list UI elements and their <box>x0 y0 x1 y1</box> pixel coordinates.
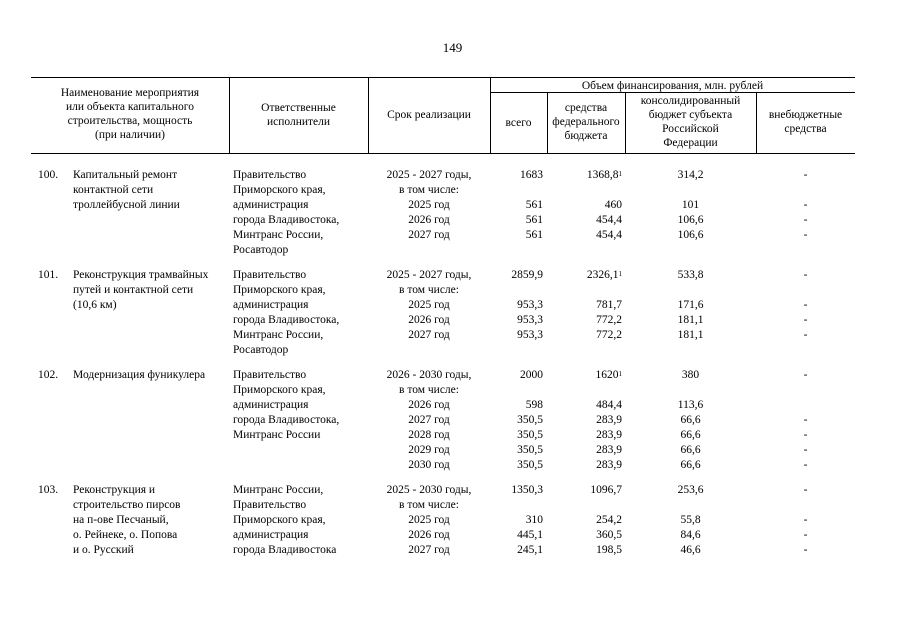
header-regional-line: Российской <box>662 123 719 135</box>
cell-responsible <box>233 198 368 213</box>
cell-responsible-text: Приморского края, <box>233 384 326 396</box>
header-federal-line: средства <box>564 102 608 114</box>
cell-responsible <box>233 213 368 228</box>
cell-responsible-text: администрация <box>233 399 309 411</box>
cell-extra <box>756 543 855 558</box>
cell-responsible <box>233 313 368 328</box>
cell-period-text: 2027 год <box>408 544 450 556</box>
cell-name <box>73 543 229 558</box>
cell-extra <box>756 513 855 528</box>
cell-name <box>73 483 229 498</box>
header-top-rule <box>31 77 855 78</box>
cell-extra-text: - <box>803 429 808 441</box>
cell-name-text: Реконструкция и <box>73 484 156 496</box>
cell-name <box>73 513 229 528</box>
cell-regional-text: 113,6 <box>677 399 704 411</box>
cell-name-text: контактной сети <box>73 184 154 196</box>
cell-total <box>490 458 543 473</box>
header-period <box>368 108 490 122</box>
cell-period-text: 2025 год <box>408 514 450 526</box>
cell-extra <box>756 313 855 328</box>
cell-federal <box>552 198 622 213</box>
header-federal-line: федерального <box>552 116 620 128</box>
cell-regional-text: 84,6 <box>680 529 701 541</box>
row-number <box>38 368 68 383</box>
cell-extra <box>756 228 855 243</box>
cell-regional <box>625 528 756 543</box>
header-regional-line: консолидированный <box>640 95 741 107</box>
cell-responsible <box>233 228 368 243</box>
cell-federal-text: 283,9 <box>596 459 622 471</box>
cell-period <box>372 368 486 383</box>
header-responsible <box>229 101 368 129</box>
header-federal <box>547 101 625 143</box>
cell-total <box>490 528 543 543</box>
cell-period <box>372 198 486 213</box>
cell-extra <box>756 443 855 458</box>
cell-regional <box>625 513 756 528</box>
row-number <box>38 168 68 183</box>
cell-name <box>73 368 229 383</box>
cell-responsible <box>233 483 368 498</box>
cell-responsible-text: администрация <box>233 199 309 211</box>
cell-regional <box>625 268 756 283</box>
cell-responsible-text: города Владивостока, <box>233 314 340 326</box>
row-number-text: 103. <box>38 484 59 496</box>
header-federal-line: бюджета <box>564 130 608 142</box>
cell-period <box>372 398 486 413</box>
cell-total <box>490 428 543 443</box>
cell-extra-text: - <box>803 544 808 556</box>
cell-extra-text: - <box>803 484 808 496</box>
cell-regional-text: 55,8 <box>680 514 701 526</box>
cell-period <box>372 183 486 198</box>
cell-federal-text: 198,5 <box>596 544 622 556</box>
cell-total-text: 350,5 <box>517 414 543 426</box>
cell-responsible-text: Росавтодор <box>233 344 289 356</box>
cell-period-text: 2026 год <box>408 314 450 326</box>
cell-extra <box>756 413 855 428</box>
cell-period <box>372 458 486 473</box>
page-number: 149 <box>442 40 463 55</box>
cell-responsible <box>233 383 368 398</box>
cell-regional <box>625 543 756 558</box>
cell-period-text: 2026 год <box>408 529 450 541</box>
cell-name <box>73 283 229 298</box>
cell-name <box>73 268 229 283</box>
header-bottom-rule <box>31 153 855 154</box>
cell-period-text: 2030 год <box>408 459 450 471</box>
cell-regional <box>625 168 756 183</box>
cell-extra <box>756 458 855 473</box>
cell-regional <box>625 228 756 243</box>
cell-period <box>372 543 486 558</box>
cell-responsible <box>233 413 368 428</box>
cell-federal <box>552 513 622 528</box>
cell-total <box>490 443 543 458</box>
cell-regional <box>625 213 756 228</box>
cell-period-text: 2027 год <box>408 414 450 426</box>
cell-responsible <box>233 368 368 383</box>
header-period-line: Срок реализации <box>387 109 471 121</box>
footnote-marker: 1 <box>618 370 622 378</box>
cell-federal-text: 454,4 <box>596 214 622 226</box>
cell-total-text: 2000 <box>520 369 543 381</box>
cell-total-text: 350,5 <box>517 429 543 441</box>
cell-regional <box>625 443 756 458</box>
header-funding-group-line: Объем финансирования, млн. рублей <box>581 80 764 92</box>
cell-federal <box>552 298 622 313</box>
cell-regional <box>625 458 756 473</box>
cell-regional-text: 66,6 <box>680 414 701 426</box>
cell-responsible <box>233 243 368 258</box>
cell-federal-text: 283,9 <box>596 444 622 456</box>
cell-total-text: 1683 <box>520 169 543 181</box>
header-name <box>31 86 229 142</box>
cell-regional-text: 181,1 <box>677 314 704 326</box>
cell-extra <box>756 528 855 543</box>
cell-responsible <box>233 168 368 183</box>
cell-name-text: путей и контактной сети <box>73 284 194 296</box>
cell-total <box>490 298 543 313</box>
cell-period-text: 2028 год <box>408 429 450 441</box>
cell-extra-text: - <box>803 169 808 181</box>
cell-federal <box>552 413 622 428</box>
cell-federal-text: 2326,1 <box>586 269 619 281</box>
header-name-line: или объекта капитального <box>66 101 194 113</box>
cell-period <box>372 383 486 398</box>
header-name-line: (при наличии) <box>95 129 165 141</box>
cell-period <box>372 443 486 458</box>
cell-extra <box>756 483 855 498</box>
cell-name <box>73 298 229 313</box>
cell-period <box>372 298 486 313</box>
cell-responsible-text: Росавтодор <box>233 244 289 256</box>
cell-name <box>73 198 229 213</box>
cell-period <box>372 313 486 328</box>
cell-name <box>73 183 229 198</box>
row-number-text: 100. <box>38 169 59 181</box>
cell-period-text: 2026 год <box>408 399 450 411</box>
cell-regional-text: 181,1 <box>677 329 704 341</box>
cell-responsible-text: Правительство <box>233 499 307 511</box>
cell-federal <box>552 268 622 283</box>
cell-period-text: 2026 год <box>408 214 450 226</box>
header-name-line: Наименование мероприятия <box>60 87 200 99</box>
cell-regional-text: 314,2 <box>677 169 704 181</box>
cell-period-text: 2027 год <box>408 229 450 241</box>
cell-extra <box>756 198 855 213</box>
cell-extra-text: - <box>803 444 808 456</box>
cell-total <box>490 198 543 213</box>
cell-total <box>490 413 543 428</box>
cell-federal-text: 254,2 <box>596 514 622 526</box>
cell-regional <box>625 328 756 343</box>
cell-name <box>73 528 229 543</box>
cell-total-text: 953,3 <box>517 314 543 326</box>
cell-total-text: 1350,3 <box>511 484 543 496</box>
cell-responsible-text: Минтранс России, <box>233 329 324 341</box>
cell-extra <box>756 428 855 443</box>
cell-regional-text: 101 <box>681 199 700 211</box>
cell-regional <box>625 413 756 428</box>
cell-extra-text: - <box>803 299 808 311</box>
cell-name-text: и о. Русский <box>73 544 134 556</box>
cell-responsible-text: администрация <box>233 529 309 541</box>
cell-name-text: строительство пирсов <box>73 499 181 511</box>
cell-period-text: в том числе: <box>399 384 459 396</box>
cell-total-text: 245,1 <box>517 544 543 556</box>
header-extra-line: средства <box>784 123 827 135</box>
cell-responsible-text: Минтранс России <box>233 429 321 441</box>
cell-federal <box>552 228 622 243</box>
cell-period-text: 2026 - 2030 годы, <box>386 369 472 381</box>
cell-period-text: 2025 - 2030 годы, <box>386 484 472 496</box>
cell-name-text: на п-ове Песчаный, <box>73 514 169 526</box>
cell-period <box>372 413 486 428</box>
cell-period <box>372 168 486 183</box>
cell-regional-text: 66,6 <box>680 444 701 456</box>
cell-federal <box>552 213 622 228</box>
cell-total <box>490 543 543 558</box>
header-regional-line: Федерации <box>663 137 718 149</box>
header-regional-line: бюджет субъекта <box>648 109 733 121</box>
cell-total <box>490 513 543 528</box>
cell-extra-text: - <box>803 214 808 226</box>
cell-period <box>372 268 486 283</box>
cell-period <box>372 213 486 228</box>
cell-total-text: 561 <box>525 229 543 241</box>
cell-federal <box>552 443 622 458</box>
footnote-marker: 1 <box>618 170 622 178</box>
cell-period-text: 2025 - 2027 годы, <box>386 269 472 281</box>
cell-total <box>490 328 543 343</box>
header-extra <box>756 108 855 136</box>
cell-extra <box>756 328 855 343</box>
cell-federal <box>552 483 622 498</box>
cell-extra-text: - <box>803 329 808 341</box>
row-number-text: 101. <box>38 269 59 281</box>
cell-regional-text: 171,6 <box>677 299 704 311</box>
cell-regional-text: 380 <box>681 369 700 381</box>
cell-regional <box>625 368 756 383</box>
cell-responsible-text: Минтранс России, <box>233 229 324 241</box>
cell-extra-text: - <box>803 269 808 281</box>
cell-period-text: 2025 год <box>408 199 450 211</box>
cell-name-text: троллейбусной линии <box>73 199 180 211</box>
cell-extra-text: - <box>803 229 808 241</box>
cell-extra-text: - <box>803 369 808 381</box>
cell-name-text: о. Рейнеке, о. Попова <box>73 529 178 541</box>
cell-responsible <box>233 428 368 443</box>
cell-extra-text: - <box>803 314 808 326</box>
cell-period <box>372 328 486 343</box>
cell-responsible <box>233 398 368 413</box>
cell-total <box>490 228 543 243</box>
header-responsible-line: Ответственные <box>261 102 336 114</box>
cell-total-text: 310 <box>525 514 543 526</box>
cell-regional-text: 106,6 <box>677 229 704 241</box>
cell-extra-text: - <box>803 529 808 541</box>
cell-responsible <box>233 343 368 358</box>
cell-extra <box>756 213 855 228</box>
cell-total-text: 445,1 <box>517 529 543 541</box>
cell-total <box>490 313 543 328</box>
cell-total-text: 598 <box>525 399 543 411</box>
header-total <box>490 116 547 130</box>
cell-regional-text: 66,6 <box>680 459 701 471</box>
header-name-line: строительства, мощность <box>67 115 193 127</box>
cell-responsible-text: Минтранс России, <box>233 484 324 496</box>
header-responsible-line: исполнители <box>266 116 331 128</box>
cell-responsible-text: Правительство <box>233 169 307 181</box>
cell-federal-text: 454,4 <box>596 229 622 241</box>
cell-responsible-text: Приморского края, <box>233 284 326 296</box>
cell-total-text: 561 <box>525 199 543 211</box>
cell-name-text: Реконструкция трамвайных <box>73 269 209 281</box>
cell-extra <box>756 168 855 183</box>
cell-total <box>490 268 543 283</box>
cell-period <box>372 283 486 298</box>
cell-period <box>372 428 486 443</box>
cell-name <box>73 168 229 183</box>
cell-federal <box>552 458 622 473</box>
cell-federal-text: 360,5 <box>596 529 622 541</box>
cell-responsible <box>233 283 368 298</box>
cell-extra <box>756 298 855 313</box>
cell-period-text: 2025 год <box>408 299 450 311</box>
cell-extra-text: - <box>803 199 808 211</box>
cell-name-text: Капитальный ремонт <box>73 169 178 181</box>
cell-total-text: 2859,9 <box>511 269 543 281</box>
cell-period-text: 2029 год <box>408 444 450 456</box>
cell-total-text: 350,5 <box>517 459 543 471</box>
row-number-text: 102. <box>38 369 59 381</box>
header-extra-line: внебюджетные <box>768 109 843 121</box>
cell-federal-text: 484,4 <box>596 399 622 411</box>
cell-federal <box>552 528 622 543</box>
cell-federal-text: 781,7 <box>596 299 622 311</box>
header-regional <box>625 94 756 150</box>
cell-extra-text: - <box>803 414 808 426</box>
cell-federal-text: 772,2 <box>596 329 622 341</box>
cell-regional-text: 106,6 <box>677 214 704 226</box>
cell-total-text: 953,3 <box>517 329 543 341</box>
cell-name-text: Модернизация фуникулера <box>73 369 206 381</box>
cell-regional <box>625 428 756 443</box>
footnote-marker: 1 <box>618 270 622 278</box>
cell-period <box>372 513 486 528</box>
cell-total <box>490 213 543 228</box>
cell-total <box>490 368 543 383</box>
cell-total <box>490 168 543 183</box>
cell-period <box>372 483 486 498</box>
cell-responsible-text: Правительство <box>233 369 307 381</box>
cell-extra <box>756 268 855 283</box>
cell-responsible-text: Правительство <box>233 269 307 281</box>
cell-responsible-text: Приморского края, <box>233 514 326 526</box>
cell-federal-text: 1368,8 <box>586 169 619 181</box>
cell-regional-text: 533,8 <box>677 269 704 281</box>
cell-responsible <box>233 183 368 198</box>
cell-regional <box>625 298 756 313</box>
cell-total-text: 350,5 <box>517 444 543 456</box>
cell-responsible-text: города Владивостока, <box>233 414 340 426</box>
cell-regional-text: 253,6 <box>677 484 704 496</box>
header-funding-group <box>490 79 855 93</box>
cell-regional <box>625 198 756 213</box>
cell-period-text: в том числе: <box>399 284 459 296</box>
cell-responsible <box>233 328 368 343</box>
cell-regional <box>625 313 756 328</box>
cell-regional-text: 66,6 <box>680 429 701 441</box>
cell-federal <box>552 543 622 558</box>
cell-responsible <box>233 268 368 283</box>
cell-regional-text: 46,6 <box>680 544 701 556</box>
cell-responsible <box>233 498 368 513</box>
cell-federal-text: 1620 <box>595 369 619 381</box>
cell-federal-text: 283,9 <box>596 414 622 426</box>
cell-responsible <box>233 298 368 313</box>
cell-federal <box>552 328 622 343</box>
cell-responsible <box>233 543 368 558</box>
cell-federal <box>552 168 622 183</box>
cell-regional <box>625 483 756 498</box>
cell-regional <box>625 398 756 413</box>
cell-name-text: (10,6 км) <box>73 299 117 311</box>
cell-responsible-text: Приморского края, <box>233 184 326 196</box>
cell-responsible-text: администрация <box>233 299 309 311</box>
cell-period <box>372 228 486 243</box>
header-total-line: всего <box>505 117 532 129</box>
cell-federal <box>552 313 622 328</box>
cell-name <box>73 498 229 513</box>
cell-federal-text: 460 <box>604 199 622 211</box>
cell-federal-text: 772,2 <box>596 314 622 326</box>
row-number <box>38 268 68 283</box>
cell-federal <box>552 368 622 383</box>
cell-responsible <box>233 528 368 543</box>
cell-period-text: в том числе: <box>399 499 459 511</box>
cell-total <box>490 483 543 498</box>
cell-extra-text: - <box>803 459 808 471</box>
cell-period <box>372 498 486 513</box>
cell-total-text: 561 <box>525 214 543 226</box>
cell-responsible <box>233 513 368 528</box>
cell-responsible-text: города Владивостока <box>233 544 337 556</box>
cell-period-text: в том числе: <box>399 184 459 196</box>
cell-period-text: 2025 - 2027 годы, <box>386 169 472 181</box>
cell-extra-text: - <box>803 514 808 526</box>
cell-period-text: 2027 год <box>408 329 450 341</box>
cell-federal <box>552 428 622 443</box>
cell-period <box>372 528 486 543</box>
cell-federal <box>552 398 622 413</box>
cell-extra <box>756 368 855 383</box>
cell-federal-text: 283,9 <box>596 429 622 441</box>
row-number <box>38 483 68 498</box>
cell-federal-text: 1096,7 <box>590 484 622 496</box>
cell-total-text: 953,3 <box>517 299 543 311</box>
cell-total <box>490 398 543 413</box>
cell-responsible-text: города Владивостока, <box>233 214 340 226</box>
